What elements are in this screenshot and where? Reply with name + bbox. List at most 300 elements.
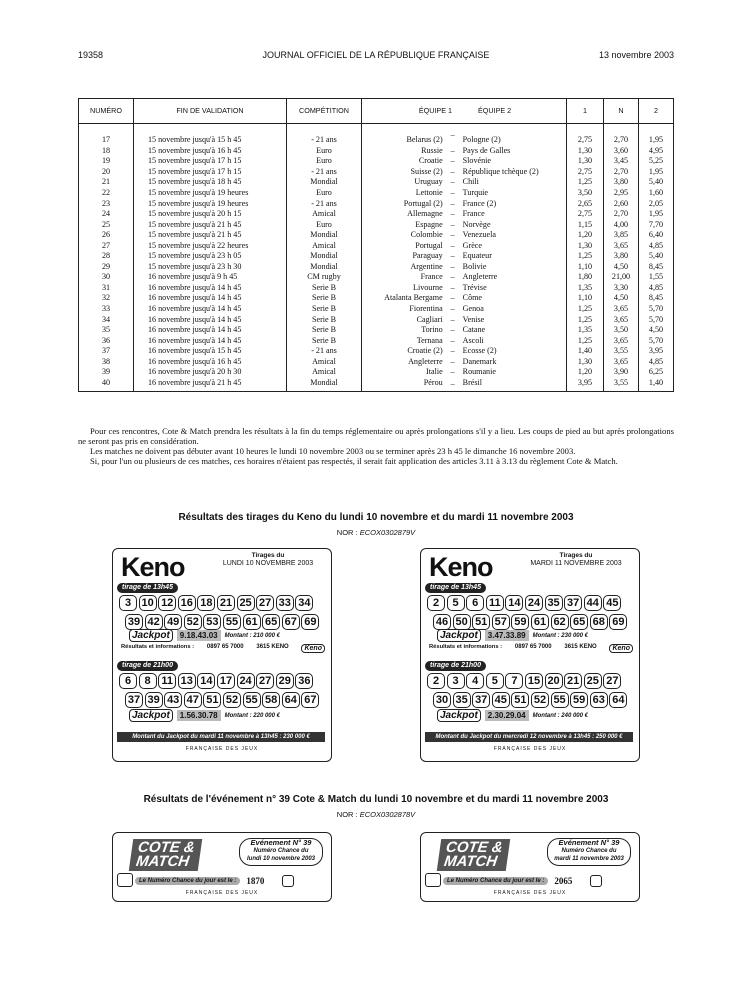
drawn-number: 50: [453, 614, 471, 630]
chance-row: [443, 875, 602, 887]
row-number: 32: [79, 293, 134, 304]
row-number: 37: [79, 346, 134, 357]
row-validation: 16 novembre jusqu'à 14 h 45: [134, 293, 287, 304]
event-date: lundi 10 novembre 2003: [246, 856, 316, 862]
col-equipes: [362, 99, 567, 124]
drawn-number: 45: [492, 692, 510, 708]
row-competition: Amical: [287, 356, 362, 367]
row-odd-2: 5,70: [639, 335, 674, 346]
drawn-number: 47: [184, 692, 202, 708]
row-competition: - 21 ans: [287, 198, 362, 209]
row-odd-2: 4,50: [639, 325, 674, 336]
table-row: [79, 346, 674, 357]
col-competition: COMPÉTITION: [287, 99, 362, 124]
row-number: 17: [79, 124, 134, 146]
row-odd-n: 2,95: [604, 188, 639, 199]
event-sub: Numéro Chance du: [561, 848, 617, 854]
row-team1: Allemagne: [362, 209, 446, 220]
row-competition: Mondial: [287, 177, 362, 188]
drawn-number: 11: [486, 595, 504, 611]
drawn-number: 65: [570, 614, 588, 630]
row-dash: –: [450, 230, 455, 240]
info-label: Résultats et informations :: [429, 644, 503, 650]
row-team1: Portugal (2): [362, 198, 446, 209]
drawn-number: 52: [223, 692, 241, 708]
drawn-number: 37: [125, 692, 143, 708]
nor-label: NOR :: [336, 810, 358, 819]
event-sub: Numéro Chance du: [253, 848, 309, 854]
row-odd-2: 4,85: [639, 240, 674, 251]
drawn-number: 25: [237, 595, 255, 611]
row-competition: Euro: [287, 156, 362, 167]
jackpot-amount: Montant : 220 000 €: [224, 712, 280, 719]
row-team2: France (2): [460, 198, 567, 209]
keno-nor: [78, 528, 674, 537]
note-paragraph: Pour ces rencontres, Cote & Match prendra les résultats à la fin du temps réglementaire ou après prolongations s'il y a lieu. Les coups de pied au but après prolongations ne seront pas pris en considération.: [78, 426, 674, 446]
row-competition: Serie B: [287, 293, 362, 304]
row-odd-n: 2,70: [604, 167, 639, 178]
jackpot-logo: Jackpot: [129, 709, 173, 722]
drawn-number: 63: [590, 692, 608, 708]
row-team1: Uruguay: [362, 177, 446, 188]
info-phone: 0897 65 7000: [206, 644, 244, 650]
row-dash: –: [446, 378, 460, 392]
drawn-number: 65: [262, 614, 280, 630]
fdj-label: FRANÇAISE DES JEUX: [493, 890, 567, 896]
table-row: [79, 293, 674, 304]
drawn-number: 2: [427, 595, 445, 611]
row-odd-1: 1,25: [567, 177, 604, 188]
keno-ticket: [420, 548, 640, 762]
row-validation: 15 novembre jusqu'à 18 h 45: [134, 177, 287, 188]
jackpot-logo: Jackpot: [437, 709, 481, 722]
nor-code: ECOX0302879V: [359, 528, 416, 537]
drawn-number: 69: [301, 614, 319, 630]
cm-section-title: Résultats de l'événement n° 39 Cote & Match du lundi 10 novembre et du mardi 11 novembre 2003: [143, 794, 609, 805]
drawn-number: 6: [466, 595, 484, 611]
drawn-number: 67: [282, 614, 300, 630]
drawn-number: 52: [531, 692, 549, 708]
row-number: 28: [79, 251, 134, 262]
cm-logo: [129, 839, 202, 871]
row-dash: –: [450, 293, 455, 303]
jackpot-number: 2.30.29.04: [485, 710, 529, 721]
row-validation: 16 novembre jusqu'à 14 h 45: [134, 314, 287, 325]
table-row: [79, 124, 674, 146]
row-validation: 16 novembre jusqu'à 15 h 45: [134, 346, 287, 357]
barcode-icon: [282, 875, 294, 887]
event-number: Evénement N° 39: [558, 838, 620, 847]
row-odd-n: 4,50: [604, 293, 639, 304]
row-team1: Croatie: [362, 156, 446, 167]
drawn-number: 13: [178, 673, 196, 689]
barcode-icon: [590, 875, 602, 887]
drawn-number: 52: [184, 614, 202, 630]
notes: [78, 426, 674, 466]
row-odd-1: 2,65: [567, 198, 604, 209]
info-minitel: 3615 KENO: [256, 644, 289, 650]
row-competition: Euro: [287, 188, 362, 199]
row-competition: Mondial: [287, 262, 362, 273]
row-team2: Genoa: [460, 304, 567, 315]
row-team2: République tchèque (2): [460, 167, 567, 178]
header-date: 13 novembre 2003: [598, 50, 674, 60]
jackpot-amount: Montant : 240 000 €: [532, 712, 588, 719]
drawn-number: 49: [164, 614, 182, 630]
draw-label: tirage de 21h00: [117, 661, 178, 671]
odds-body: [79, 124, 674, 392]
row-dash: –: [450, 335, 455, 345]
row-team1: Atalanta Bergame: [362, 293, 446, 304]
drawn-number: 24: [525, 595, 543, 611]
drawn-number: 33: [276, 595, 294, 611]
row-team1: Portugal: [362, 240, 446, 251]
drawn-number: 45: [603, 595, 621, 611]
row-odd-2: 5,70: [639, 304, 674, 315]
cm-logo-line1: COTE &: [444, 839, 504, 856]
row-dash: –: [450, 187, 455, 197]
row-competition: Serie B: [287, 283, 362, 294]
row-odd-1: 1,10: [567, 293, 604, 304]
number-row: [119, 673, 315, 689]
row-number: 36: [79, 335, 134, 346]
row-team2: Ecosse (2): [460, 346, 567, 357]
drawn-number: 55: [243, 692, 261, 708]
row-odd-2: 1,60: [639, 188, 674, 199]
drawn-number: 10: [139, 595, 157, 611]
row-competition: Amical: [287, 209, 362, 220]
row-odd-1: 1,25: [567, 335, 604, 346]
number-row: [427, 673, 623, 689]
row-number: 29: [79, 262, 134, 273]
cm-logo-line1: COTE &: [136, 839, 196, 856]
drawn-number: 64: [609, 692, 627, 708]
row-dash: –: [450, 314, 455, 324]
drawn-number: 3: [447, 673, 465, 689]
chance-value: 1870: [246, 876, 265, 886]
row-validation: 15 novembre jusqu'à 22 heures: [134, 240, 287, 251]
drawn-number: 27: [256, 673, 274, 689]
info-row: [121, 644, 325, 653]
row-team2: Turquie: [460, 188, 567, 199]
drawn-number: 39: [125, 614, 143, 630]
row-team2: Bolivie: [460, 262, 567, 273]
drawn-number: 7: [505, 673, 523, 689]
row-odd-1: 1,80: [567, 272, 604, 283]
drawn-number: 62: [551, 614, 569, 630]
drawn-number: 27: [603, 673, 621, 689]
row-dash: –: [450, 145, 455, 155]
row-dash: –: [450, 251, 455, 261]
jackpot-row: [129, 709, 280, 722]
row-odd-2: 7,70: [639, 219, 674, 230]
drawn-number: 35: [453, 692, 471, 708]
drawn-number: 57: [492, 614, 510, 630]
row-validation: 16 novembre jusqu'à 14 h 45: [134, 304, 287, 315]
row-validation: 15 novembre jusqu'à 17 h 15: [134, 167, 287, 178]
fdj-label: FRANÇAISE DES JEUX: [493, 746, 567, 752]
row-team1: Ternana: [362, 335, 446, 346]
col-2: 2: [639, 99, 674, 124]
table-row: [79, 251, 674, 262]
row-team2: Slovénie: [460, 156, 567, 167]
row-team1: Italie: [362, 367, 446, 378]
row-odd-1: 1,15: [567, 219, 604, 230]
row-validation: 16 novembre jusqu'à 14 h 45: [134, 325, 287, 336]
table-row: [79, 209, 674, 220]
row-dash: –: [450, 367, 455, 377]
keno-section-title: Résultats des tirages du Keno du lundi 10 novembre et du mardi 11 novembre 2003: [178, 512, 574, 523]
table-row: [79, 177, 674, 188]
row-team2: Norvège: [460, 219, 567, 230]
row-odd-1: 1,30: [567, 146, 604, 157]
row-team2: Brésil: [460, 378, 567, 392]
row-team2: Roumanie: [460, 367, 567, 378]
row-odd-2: 1,95: [639, 167, 674, 178]
row-number: 35: [79, 325, 134, 336]
row-number: 38: [79, 356, 134, 367]
table-row: [79, 283, 674, 294]
phone-icon: [425, 873, 441, 887]
chance-row: [135, 875, 294, 887]
row-validation: 15 novembre jusqu'à 19 heures: [134, 188, 287, 199]
row-odd-2: 4,85: [639, 356, 674, 367]
row-team1: Argentine: [362, 262, 446, 273]
row-team1: Pérou: [362, 378, 446, 392]
row-validation: 16 novembre jusqu'à 14 h 45: [134, 335, 287, 346]
tirages-label: Tirages du: [559, 552, 593, 559]
row-odd-n: 3,60: [604, 146, 639, 157]
drawn-number: 2: [427, 673, 445, 689]
row-odd-1: 1,30: [567, 240, 604, 251]
row-odd-2: 1,40: [639, 378, 674, 392]
row-odd-n: 4,00: [604, 219, 639, 230]
note-paragraph: Si, pour l'un ou plusieurs de ces matches, ces horaires n'étaient pas respectés, il serait fait application des articles 3.11 à 3.13 du règlement Cote & Match.: [90, 456, 618, 466]
row-odd-2: 5,40: [639, 177, 674, 188]
info-brand: Keno: [301, 644, 325, 653]
row-dash: –: [450, 156, 455, 166]
col-1: 1: [567, 99, 604, 124]
cm-logo-line2: MATCH: [134, 853, 191, 870]
row-odd-n: 3,65: [604, 304, 639, 315]
jackpot-number: 3.47.33.89: [485, 630, 529, 641]
row-odd-1: 2,75: [567, 167, 604, 178]
row-dash: –: [450, 219, 455, 229]
drawn-number: 68: [590, 614, 608, 630]
row-odd-n: 3,80: [604, 177, 639, 188]
info-row: [429, 644, 633, 653]
col-equipe2: ÉQUIPE 2: [478, 106, 512, 116]
row-validation: 15 novembre jusqu'à 23 h 30: [134, 262, 287, 273]
number-row: [125, 692, 321, 708]
row-team1: Angleterre: [362, 356, 446, 367]
row-validation: 16 novembre jusqu'à 21 h 45: [134, 378, 287, 392]
row-dash: –: [450, 177, 455, 187]
drawn-number: 5: [447, 595, 465, 611]
tirages-date: LUNDI 10 NOVEMBRE 2003: [222, 559, 314, 567]
row-validation: 15 novembre jusqu'à 17 h 15: [134, 156, 287, 167]
drawn-number: 34: [295, 595, 313, 611]
cm-ticket: [112, 832, 332, 902]
chance-value: 2065: [554, 876, 573, 886]
table-row: [79, 272, 674, 283]
row-dash: –: [450, 166, 455, 176]
table-row: [79, 314, 674, 325]
draw-label: tirage de 21h00: [425, 661, 486, 671]
row-validation: 15 novembre jusqu'à 15 h 45: [134, 124, 287, 146]
jackpot-row: [437, 629, 588, 642]
row-team2: Venise: [460, 314, 567, 325]
row-odd-2: 3,95: [639, 346, 674, 357]
row-odd-1: 1,40: [567, 346, 604, 357]
table-row: [79, 230, 674, 241]
drawn-number: 53: [203, 614, 221, 630]
keno-logo: Keno: [121, 552, 185, 582]
page-header: [78, 50, 674, 64]
row-team1: Russie: [362, 146, 446, 157]
drawn-number: 42: [145, 614, 163, 630]
row-odd-n: 3,65: [604, 240, 639, 251]
tirages-label: Tirages du: [251, 552, 285, 559]
info-brand: Keno: [609, 644, 633, 653]
drawn-number: 8: [139, 673, 157, 689]
table-row: [79, 262, 674, 273]
jackpot-amount: Montant : 210 000 €: [224, 632, 280, 639]
row-odd-n: 3,45: [604, 156, 639, 167]
drawn-number: 21: [564, 673, 582, 689]
drawn-number: 29: [276, 673, 294, 689]
jackpot-number: 1.56.30.78: [177, 710, 221, 721]
row-odd-n: 3,85: [604, 230, 639, 241]
table-row: [79, 156, 674, 167]
row-odd-2: 6,25: [639, 367, 674, 378]
row-number: 40: [79, 378, 134, 392]
nor-code: ECOX0302878V: [359, 810, 416, 819]
row-validation: 15 novembre jusqu'à 20 h 15: [134, 209, 287, 220]
page-number: 19358: [78, 50, 104, 60]
row-odd-1: 3,95: [567, 378, 604, 392]
table-row: [79, 378, 674, 392]
row-team2: Equateur: [460, 251, 567, 262]
row-dash: –: [450, 272, 455, 282]
row-odd-1: 1,25: [567, 251, 604, 262]
row-competition: Mondial: [287, 378, 362, 392]
table-row: [79, 325, 674, 336]
row-odd-1: 1,20: [567, 230, 604, 241]
row-team2: Côme: [460, 293, 567, 304]
keno-logo: Keno: [429, 552, 493, 582]
row-team2: Ascoli: [460, 335, 567, 346]
row-number: 19: [79, 156, 134, 167]
table-row: [79, 356, 674, 367]
table-row: [79, 240, 674, 251]
row-validation: 15 novembre jusqu'à 16 h 45: [134, 146, 287, 157]
drawn-number: 20: [545, 673, 563, 689]
row-validation: 16 novembre jusqu'à 20 h 30: [134, 367, 287, 378]
drawn-number: 15: [525, 673, 543, 689]
number-row: [433, 614, 629, 630]
row-validation: 15 novembre jusqu'à 19 heures: [134, 198, 287, 209]
drawn-number: 46: [433, 614, 451, 630]
row-odd-n: 2,60: [604, 198, 639, 209]
row-competition: Serie B: [287, 304, 362, 315]
row-odd-2: 1,95: [639, 209, 674, 220]
phone-icon: [117, 873, 133, 887]
fdj-label: FRANÇAISE DES JEUX: [185, 890, 259, 896]
drawn-number: 59: [511, 614, 529, 630]
drawn-number: 16: [178, 595, 196, 611]
draw-label: tirage de 13h45: [117, 583, 178, 593]
event-box: [239, 838, 323, 866]
row-competition: Amical: [287, 240, 362, 251]
row-odd-n: 3,65: [604, 335, 639, 346]
row-team2: Venezuela: [460, 230, 567, 241]
drawn-number: 51: [203, 692, 221, 708]
row-odd-1: 1,25: [567, 314, 604, 325]
drawn-number: 6: [119, 673, 137, 689]
event-box: [547, 838, 631, 866]
number-row: [125, 614, 321, 630]
row-team2: Chili: [460, 177, 567, 188]
drawn-number: 27: [256, 595, 274, 611]
drawn-number: 37: [472, 692, 490, 708]
row-odd-2: 4,85: [639, 283, 674, 294]
cm-ticket: [420, 832, 640, 902]
drawn-number: 43: [164, 692, 182, 708]
odds-header-row: [79, 99, 674, 124]
row-odd-n: 3,80: [604, 251, 639, 262]
tirages-heading: [519, 552, 633, 567]
drawn-number: 24: [237, 673, 255, 689]
row-odd-2: 2,05: [639, 198, 674, 209]
table-row: [79, 335, 674, 346]
event-date: mardi 11 novembre 2003: [554, 856, 624, 862]
row-team1: Fiorentina: [362, 304, 446, 315]
odds-table: [78, 98, 674, 392]
drawn-number: 67: [301, 692, 319, 708]
row-odd-n: 3,65: [604, 356, 639, 367]
row-number: 25: [79, 219, 134, 230]
row-dash: –: [450, 356, 455, 366]
row-odd-1: 2,75: [567, 124, 604, 146]
row-competition: Serie B: [287, 335, 362, 346]
col-numero: NUMÉRO: [79, 99, 134, 124]
row-validation: 15 novembre jusqu'à 23 h 05: [134, 251, 287, 262]
row-competition: - 21 ans: [287, 124, 362, 146]
table-row: [79, 146, 674, 157]
row-odd-n: 4,50: [604, 262, 639, 273]
nor-label: NOR :: [336, 528, 358, 537]
drawn-number: 64: [282, 692, 300, 708]
row-number: 31: [79, 283, 134, 294]
drawn-number: 69: [609, 614, 627, 630]
draw-label: tirage de 13h45: [425, 583, 486, 593]
drawn-number: 21: [217, 595, 235, 611]
col-equipe1: ÉQUIPE 1: [418, 106, 452, 116]
drawn-number: 14: [505, 595, 523, 611]
table-row: [79, 304, 674, 315]
row-odd-1: 1,30: [567, 356, 604, 367]
row-competition: Euro: [287, 219, 362, 230]
row-validation: 16 novembre jusqu'à 16 h 45: [134, 356, 287, 367]
drawn-number: 11: [158, 673, 176, 689]
row-team1: Cagliari: [362, 314, 446, 325]
table-row: [79, 167, 674, 178]
row-competition: Mondial: [287, 251, 362, 262]
jackpot-number: 9.18.43.03: [177, 630, 221, 641]
row-dash: –: [450, 261, 455, 271]
row-dash: –: [450, 282, 455, 292]
